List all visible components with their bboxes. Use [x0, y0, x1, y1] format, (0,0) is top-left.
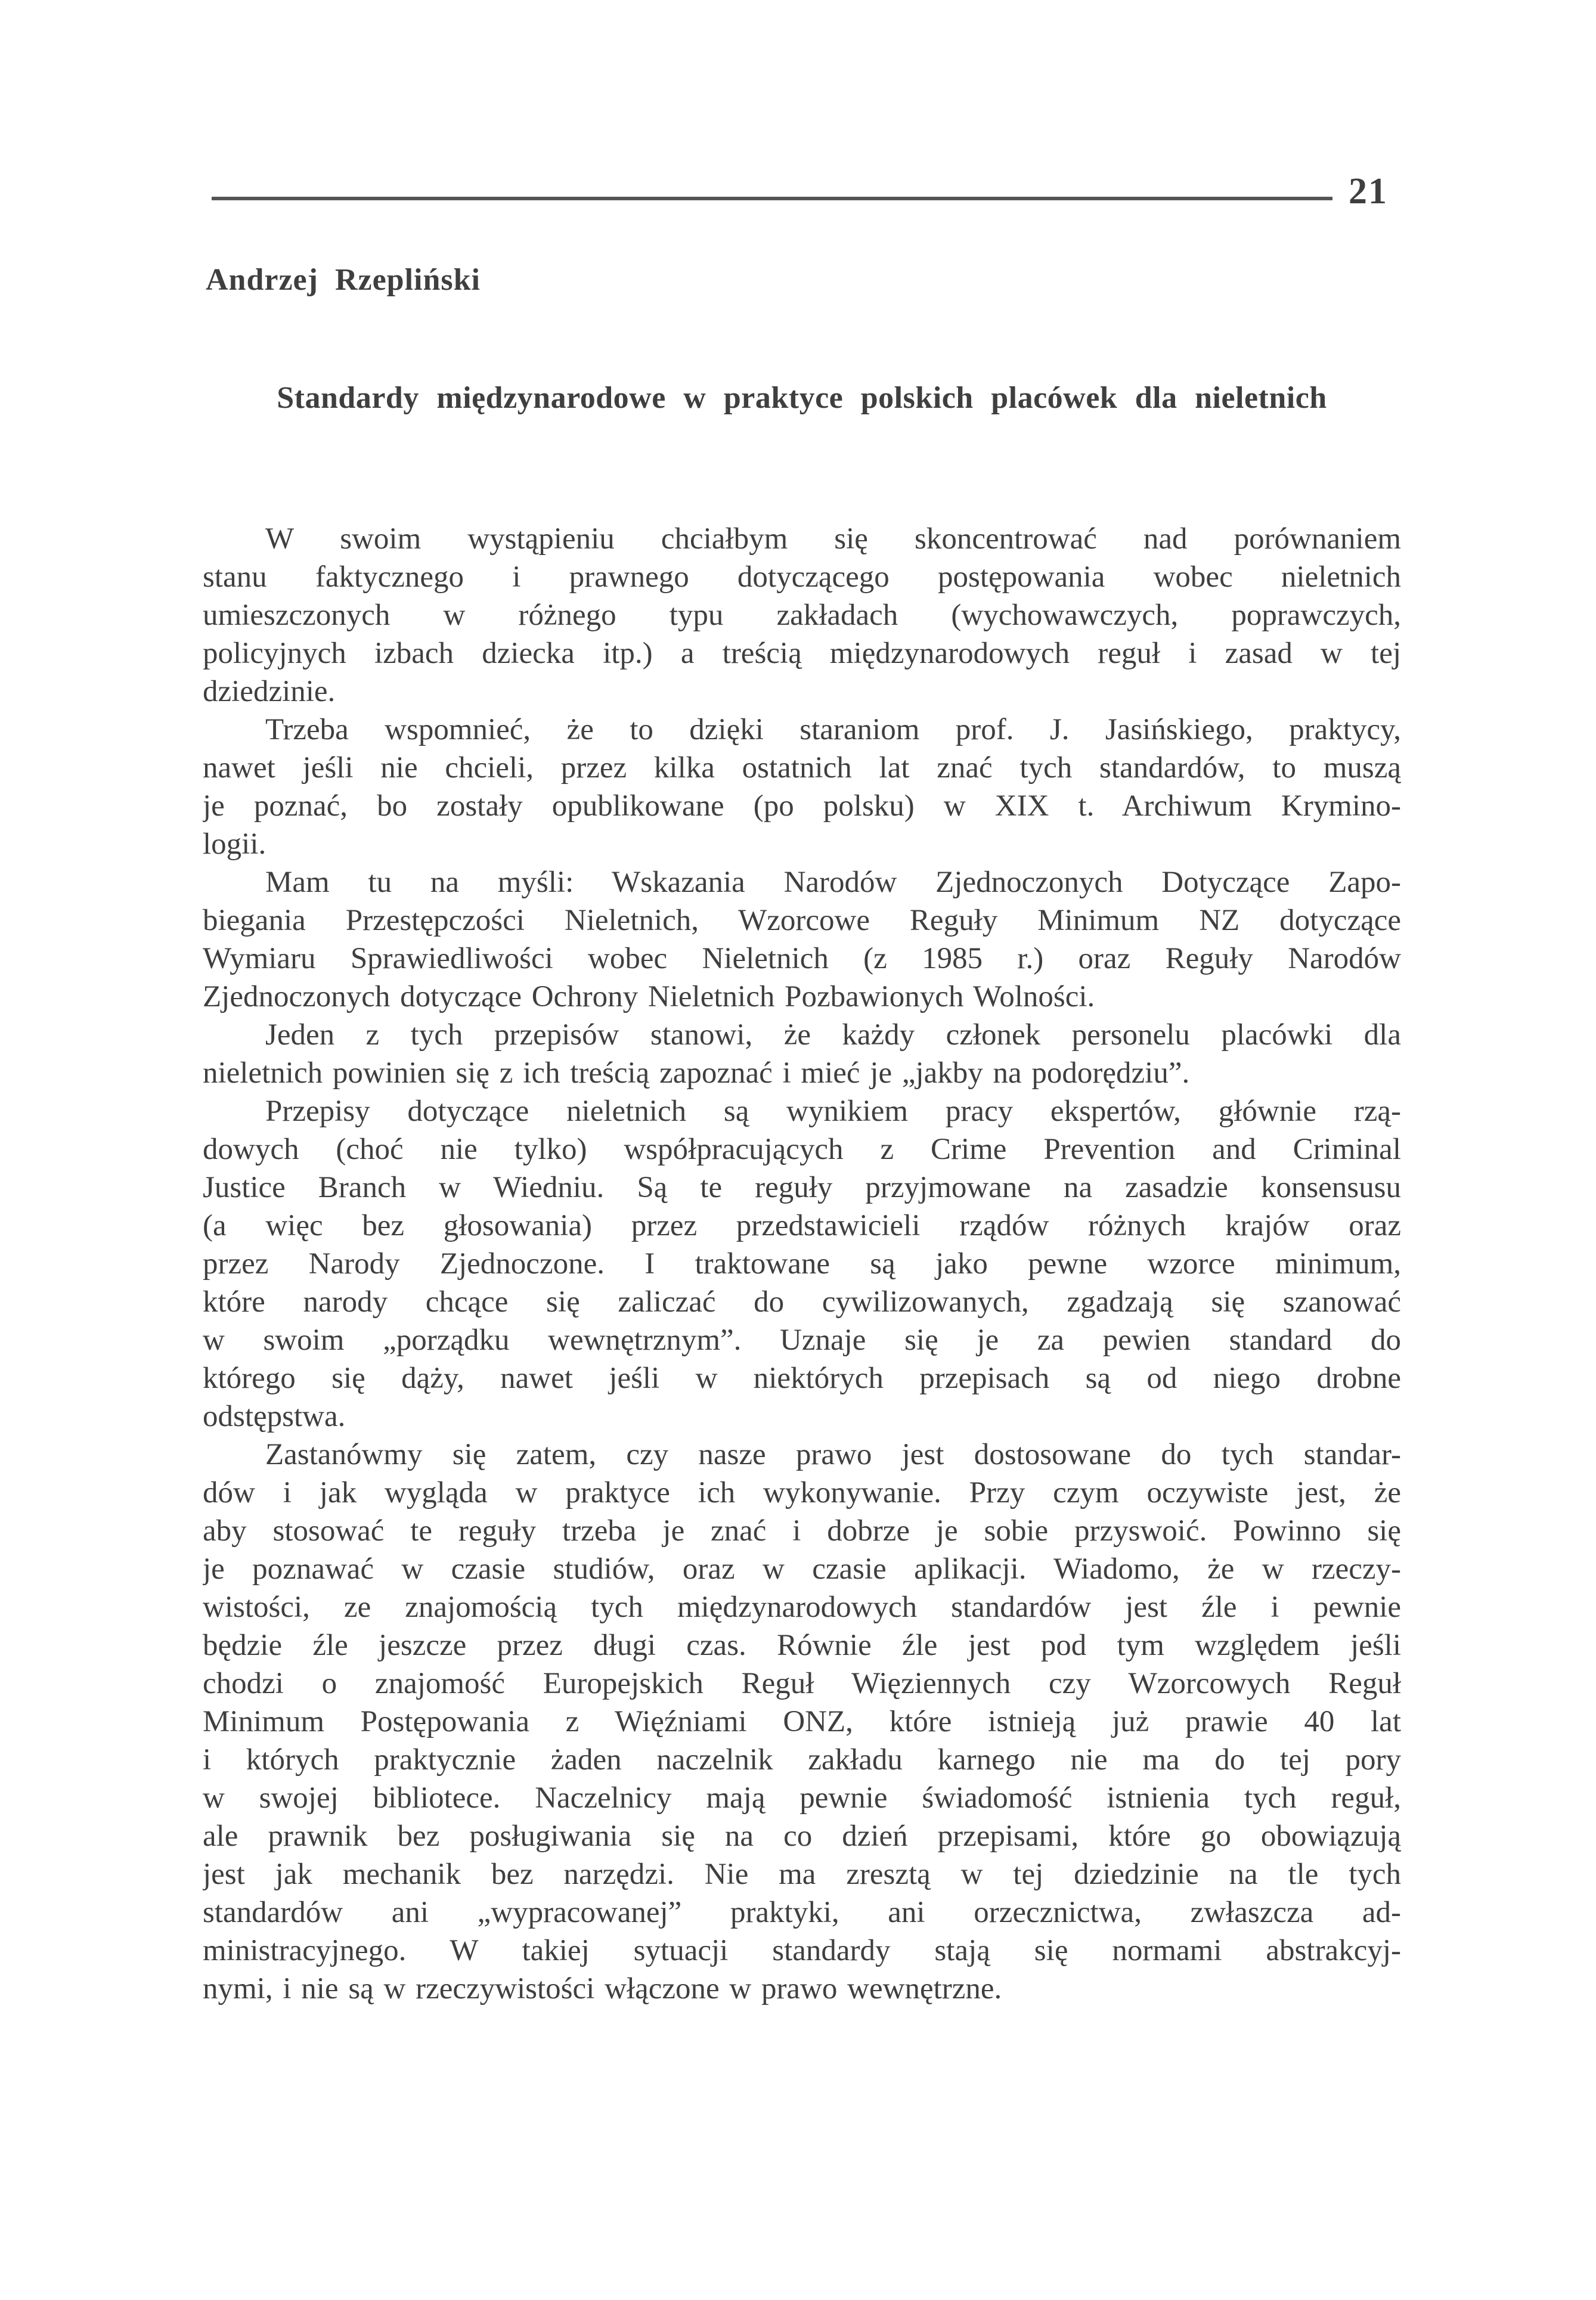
text-line: logii.: [203, 827, 266, 861]
text-line: ale prawnik bez posługiwania się na co dzień przepisami, które go obowiązują: [203, 1819, 1401, 1853]
text-line: Minimum Postępowania z Więźniami ONZ, które istnieją już prawie 40 lat: [203, 1705, 1401, 1738]
text-line: jest jak mechanik bez narzędzi. Nie ma zresztą w tej dziedzinie na tle tych: [203, 1858, 1401, 1891]
text-line: przez Narody Zjednoczone. I traktowane są jako pewne wzorce minimum,: [203, 1247, 1401, 1281]
text-line: stanu faktycznego i prawnego dotyczącego postępowania wobec nieletnich: [203, 560, 1401, 594]
author-name: Andrzej Rzepliński: [206, 263, 481, 297]
text-line: standardów ani „wypracowanej” praktyki, ani orzecznictwa, zwłaszcza ad-: [203, 1896, 1401, 1929]
text-line: nawet jeśli nie chcieli, przez kilka ostatnich lat znać tych standardów, to muszą: [203, 751, 1401, 785]
text-line: wistości, ze znajomością tych międzynarodowych standardów jest źle i pewnie: [203, 1591, 1401, 1624]
header-rule: [212, 197, 1332, 200]
article-body: [203, 520, 1401, 2008]
text-line: W swoim wystąpieniu chciałbym się skoncentrować nad porównaniem: [265, 522, 1401, 556]
text-line: biegania Przestępczości Nieletnich, Wzorcowe Reguły Minimum NZ dotyczące: [203, 904, 1401, 937]
text-line: Zastanówmy się zatem, czy nasze prawo jest dostosowane do tych standar-: [265, 1438, 1401, 1471]
text-line: Wymiaru Sprawiedliwości wobec Nieletnich (z 1985 r.) oraz Reguły Narodów: [203, 942, 1401, 975]
text-line: Zjednoczonych dotyczące Ochrony Nieletnich Pozbawionych Wolności.: [203, 980, 1095, 1013]
page-number: 21: [1349, 171, 1388, 212]
text-line: Przepisy dotyczące nieletnich są wynikiem pracy ekspertów, głównie rzą-: [265, 1095, 1401, 1128]
text-line: ministracyjnego. W takiej sytuacji standardy stają się normami abstrakcyj-: [203, 1934, 1401, 1967]
text-line: policyjnych izbach dziecka itp.) a treścią międzynarodowych reguł i zasad w tej: [203, 637, 1401, 670]
text-line: Mam tu na myśli: Wskazania Narodów Zjednoczonych Dotyczące Zapo-: [265, 866, 1401, 899]
text-line: je poznać, bo zostały opublikowane (po polsku) w XIX t. Archiwum Krymino-: [203, 789, 1401, 823]
text-line: będzie źle jeszcze przez długi czas. Równie źle jest pod tym względem jeśli: [203, 1629, 1401, 1662]
text-line: w swojej bibliotece. Naczelnicy mają pewnie świadomość istnienia tych reguł,: [203, 1781, 1401, 1815]
text-line: chodzi o znajomość Europejskich Reguł Więziennych czy Wzorcowych Reguł: [203, 1667, 1401, 1700]
text-line: nymi, i nie są w rzeczywistości włączone w prawo wewnętrzne.: [203, 1972, 1002, 2005]
text-line: w swoim „porządku wewnętrznym”. Uznaje się je za pewien standard do: [203, 1323, 1401, 1357]
text-line: Justice Branch w Wiedniu. Są te reguły przyjmowane na zasadzie konsensusu: [203, 1171, 1401, 1204]
text-line: aby stosować te reguły trzeba je znać i dobrze je sobie przyswoić. Powinno się: [203, 1514, 1401, 1548]
text-line: Jeden z tych przepisów stanowi, że każdy członek personelu placówki dla: [265, 1018, 1401, 1052]
text-line: które narody chcące się zaliczać do cywilizowanych, zgadzają się szanować: [203, 1285, 1401, 1319]
text-line: nieletnich powinien się z ich treścią zapoznać i mieć je „jakby na podorędziu”.: [203, 1056, 1190, 1090]
text-line: odstępstwa.: [203, 1400, 346, 1433]
text-line: (a więc bez głosowania) przez przedstawicieli rządów różnych krajów oraz: [203, 1209, 1401, 1242]
text-line: Trzeba wspomnieć, że to dzięki staraniom prof. J. Jasińskiego, praktycy,: [265, 713, 1401, 746]
article-title: Standardy międzynarodowe w praktyce polskich placówek dla nieletnich: [277, 381, 1327, 415]
text-line: i których praktycznie żaden naczelnik zakładu karnego nie ma do tej pory: [203, 1743, 1401, 1777]
text-line: umieszczonych w różnego typu zakładach (wychowawczych, poprawczych,: [203, 599, 1401, 632]
text-line: dów i jak wygląda w praktyce ich wykonywanie. Przy czym oczywiste jest, że: [203, 1476, 1401, 1509]
text-line: dziedzinie.: [203, 675, 336, 708]
text-line: dowych (choć nie tylko) współpracujących z Crime Prevention and Criminal: [203, 1133, 1401, 1166]
text-line: którego się dąży, nawet jeśli w niektórych przepisach są od niego drobne: [203, 1362, 1401, 1395]
text-line: je poznawać w czasie studiów, oraz w czasie aplikacji. Wiadomo, że w rzeczy-: [203, 1552, 1401, 1586]
